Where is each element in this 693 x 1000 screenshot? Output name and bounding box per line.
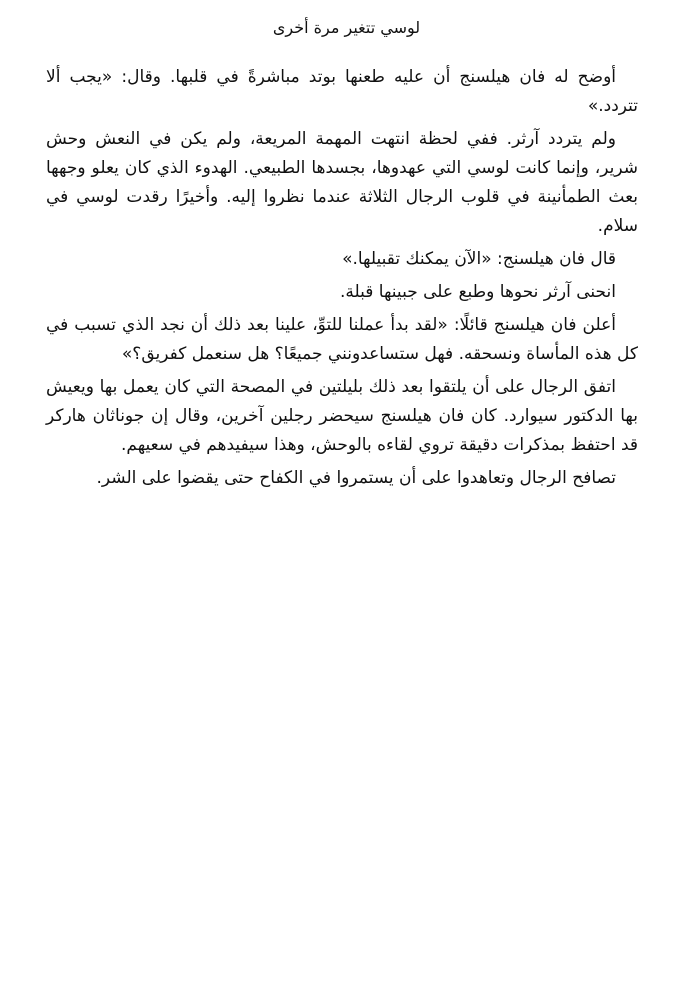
paragraph: انحنى آرثر نحوها وطبع على جبينها قبلة. (339, 282, 616, 302)
page-body (46, 63, 638, 497)
paragraph: أوضح له فان هيلسنج أن عليه طعنها بوتد مباشرةً في قلبها. وقال: «يجب ألا تتردد.» (46, 67, 638, 116)
paragraph: تصافح الرجال وتعاهدوا على أن يستمروا في الكفاح حتى يقضوا على الشر. (96, 468, 616, 488)
paragraph: أعلن فان هيلسنج قائلًا: «لقد بدأ عملنا للتوِّ، علينا بعد ذلك أن نجد الذي تسبب في كل هذه المأساة ونسحقه. فهل ستساعدونني جميعًا؟ هل سنعمل كفريق؟» (46, 315, 638, 364)
paragraph: ولم يتردد آرثر. ففي لحظة انتهت المهمة المريعة، ولم يكن في النعش وحش شرير، وإنما كانت لوسي التي عهدوها، بجسدها الطبيعي. الهدوء الذي كان يعلو وجهها بعث الطمأنينة في قلوب الرجال الثلاثة عندما نظروا إليه. وأخيرًا رقدت لوسي في سلام. (46, 129, 638, 236)
paragraph: اتفق الرجال على أن يلتقوا بعد ذلك بليلتين في المصحة التي كان يعمل بها ويعيش بها الدكتور سيوارد. كان فان هيلسنج سيحضر رجلين آخرين، وقال إن جوناثان هاركر قد احتفظ بمذكرات دقيقة تروي لقاءه بالوحش، وهذا سيفيدهم في سعيهم. (46, 377, 638, 455)
chapter-title: لوسي تتغير مرة أخرى (272, 18, 421, 37)
paragraph: قال فان هيلسنج: «الآن يمكنك تقبيلها.» (342, 249, 616, 269)
